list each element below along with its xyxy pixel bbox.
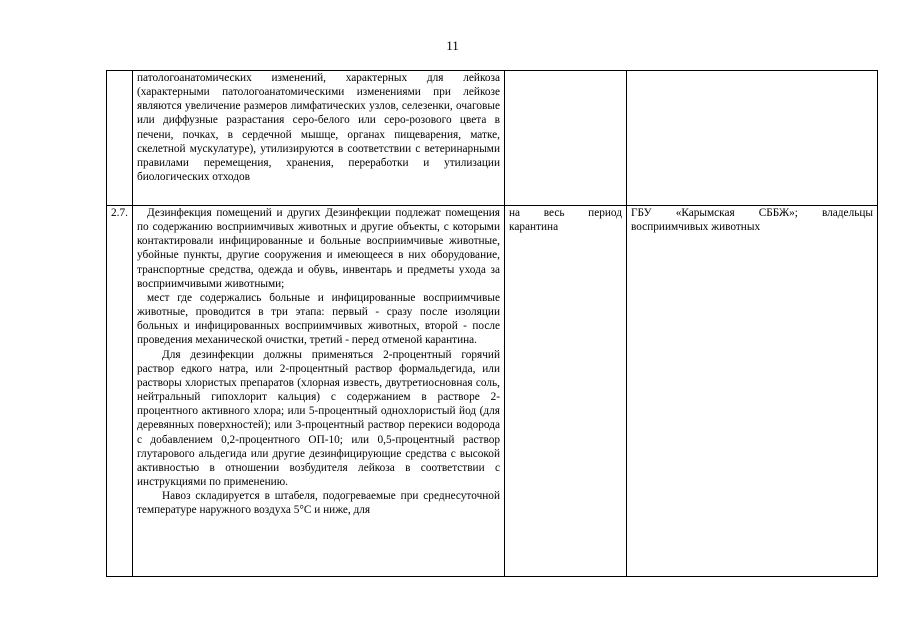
item-number-cell (107, 71, 133, 206)
period-cell (505, 71, 627, 206)
period-text: на весь период карантина (509, 207, 622, 234)
measure-cell (133, 206, 505, 577)
page-number: 11 (446, 38, 459, 53)
responsible-cell (627, 206, 878, 577)
measure-paragraph: Дезинфекция помещений и других Дезинфекции подлежат помещения по содержанию восприимчивых животных и другие объекты, с которыми контактировали инфицированные и больные восприимчивые животные, убойные пункты, другие сооружения и имеющееся в них оборудование, транспортные средства, одежда и обувь, инвентарь и предметы ухода за восприимчивыми животными; (137, 207, 500, 290)
measure-paragraph: Для дезинфекции должны применяться 2-процентный горячий раствор едкого натра, или 2-процентный раствор формальдегида, или растворы хлористых препаратов (хлорная известь, двутретиосновная соль, нейтральный гипохлорит кальция) с содержанием в растворе 2-процентного активного хлора; или 5-процентный однохлористый йод (для деревянных поверхностей); или 3-процентный раствор перекиси водорода с добавлением 0,2-процентного ОП-10; или 0,5-процентный раствор глутарового альдегида или другие дезинфицирующие средства с высокой активностью в отношении возбудителя лейкоза в соответствии с инструкциями по применению. (137, 348, 500, 488)
measure-paragraph: мест где содержались больные и инфицированные восприимчивые животные, проводится в три этапа: первый - сразу после изоляции больных и инфицированных восприимчивых животных, второй - после проведения механической очистки, третий - перед отменой карантина. (137, 291, 500, 347)
table-row (107, 71, 878, 206)
responsible-text: ГБУ «Карымская СББЖ»; владельцы восприимчивых животных (631, 207, 873, 234)
measure-paragraph: патологоанатомических изменений, характерных для лейкоза (характерными патологоанатомическими изменениями при лейкозе являются увеличение размеров лимфатических узлов, селезенки, очаговые или диффузные разрастания серо-белого или серо-розового цвета в печени, почках, в сердечной мышце, органах пищеварения, матке, скелетной мускулатуре), утилизируются в соответствии с ветеринарными правилами перемещения, хранения, переработки и утилизации биологических отходов (137, 72, 500, 184)
measures-table (106, 70, 878, 577)
responsible-cell (627, 71, 878, 206)
measure-cell (133, 71, 505, 206)
item-number-cell: 2.7. (107, 206, 133, 577)
table-row (107, 206, 878, 577)
measure-paragraph: Навоз складируется в штабеля, подогреваемые при среднесуточной температуре наружного воздуха 5°С и ниже, для (137, 490, 500, 517)
period-cell (505, 206, 627, 577)
